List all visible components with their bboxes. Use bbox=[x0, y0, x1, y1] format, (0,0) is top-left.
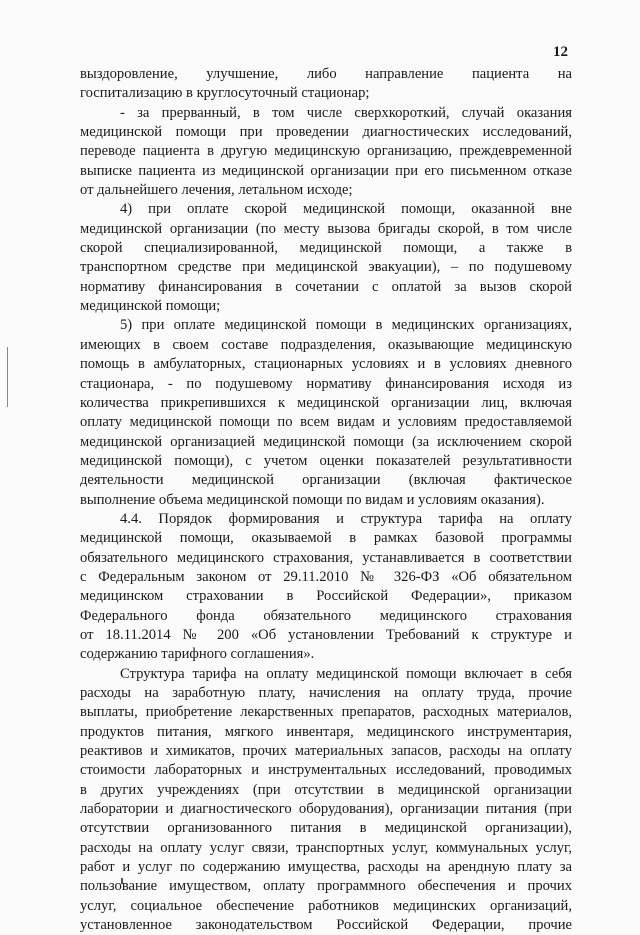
text-line: лаборатории и диагностического оборудования), организации питания (при bbox=[80, 801, 572, 818]
text-line: работ и услуг по содержанию имущества, расходы на арендную плату за bbox=[80, 859, 572, 876]
text-line: стационара, - по подушевому нормативу финансирования исходя из bbox=[80, 375, 572, 392]
text-line: нормативу финансирования в сочетании с оплатой за вызов скорой bbox=[80, 278, 572, 295]
text-line: 4.4. Порядок формирования и структура тарифа на оплату bbox=[120, 510, 572, 527]
text-line: услуг, социальное обеспечение работников медицинских организаций, bbox=[80, 897, 572, 914]
text-line: оплату медицинской помощи по всем видам и условиям предоставляемой bbox=[80, 414, 572, 431]
text-line: переводе пациента в другую медицинскую организацию, преждевременной bbox=[80, 143, 572, 160]
text-line: Структура тарифа на оплату медицинской помощи включает в себя bbox=[120, 665, 572, 682]
text-line: медицинской помощи, оказываемой в рамках базовой программы bbox=[80, 530, 572, 547]
text-line: отсутствии организованного питания в медицинской организации), bbox=[80, 820, 572, 837]
text-line: обязательного медицинского страхования, устанавливается в соответствии bbox=[80, 549, 572, 566]
text-line: деятельности медицинской организации (включая фактическое bbox=[80, 472, 572, 489]
text-line: медицинской организацией медицинской помощи (за исключением скорой bbox=[80, 433, 572, 450]
text-line: медицинском страховании в Российской Федерации», приказом bbox=[80, 588, 572, 605]
text-line: количества прикрепившихся к медицинской организации лиц, включая bbox=[80, 394, 572, 411]
text-line: выплаты, приобретение лекарственных препаратов, расходных материалов, bbox=[80, 704, 572, 721]
scan-margin-mark bbox=[7, 347, 8, 407]
text-line: стоимости лабораторных и инструментальных исследований, проводимых bbox=[80, 762, 572, 779]
text-line: Федерального фонда обязательного медицинского страхования bbox=[80, 607, 572, 624]
text-line: реактивов и химикатов, прочих материальных запасов, расходы на оплату bbox=[80, 743, 572, 760]
body-text bbox=[80, 65, 572, 935]
text-line: выписке пациента из медицинской организации при его письменном отказе bbox=[80, 162, 572, 179]
text-line: выздоровление, улучшение, либо направление пациента на bbox=[80, 66, 572, 82]
text-line: от дальнейшего лечения, летальном исходе; bbox=[80, 182, 353, 199]
text-line: расходы на заработную плату, начисления на оплату труда, прочие bbox=[80, 685, 572, 701]
text-line: медицинской помощи; bbox=[80, 298, 221, 315]
page-number: 12 bbox=[553, 44, 568, 60]
text-line: установленное законодательством Российской Федерации, прочие bbox=[80, 917, 572, 934]
text-line: в других учреждениях (при отсутствии в медицинской организации bbox=[80, 781, 572, 798]
text-line: 5) при оплате медицинской помощи в медицинских организациях, bbox=[120, 317, 572, 334]
text-line: - за прерванный, в том числе сверхкороткий, случай оказания bbox=[120, 104, 572, 121]
text-line: имеющих в своем составе подразделения, оказывающие медицинскую bbox=[80, 336, 572, 353]
text-line: помощь в амбулаторных, стационарных условиях и в условиях дневного bbox=[80, 356, 572, 373]
text-line: госпитализацию в круглосуточный стационар; bbox=[80, 85, 370, 102]
text-line: скорой специализированной, медицинской помощи, а также в bbox=[80, 240, 572, 257]
text-line: медицинской организации (по месту вызова бригады скорой, в том числе bbox=[80, 220, 572, 237]
text-line: расходы на оплату услуг связи, транспортных услуг, коммунальных услуг, bbox=[80, 839, 572, 856]
text-line: 4) при оплате скорой медицинской помощи, оказанной вне bbox=[120, 201, 572, 218]
text-line: содержанию тарифного соглашения». bbox=[80, 646, 315, 663]
text-line: с Федеральным законом от 29.11.2010 № 326-ФЗ «Об обязательном bbox=[80, 568, 572, 585]
text-line: медицинской помощи при проведении диагностических исследований, bbox=[80, 124, 572, 141]
text-line: продуктов питания, мягкого инвентаря, медицинского инструментария, bbox=[80, 723, 572, 740]
text-line: выполнение объема медицинской помощи по видам и условиям оказания). bbox=[80, 491, 545, 508]
text-line: транспортном средстве при медицинской эвакуации), – по подушевому bbox=[80, 259, 572, 276]
text-line: от 18.11.2014 № 200 «Об установлении Требований к структуре и bbox=[80, 626, 572, 643]
text-line: пользование имуществом, оплату программного обеспечения и прочих bbox=[80, 878, 572, 895]
text-line: медицинской помощи), с учетом оценки показателей результативности bbox=[80, 452, 572, 469]
